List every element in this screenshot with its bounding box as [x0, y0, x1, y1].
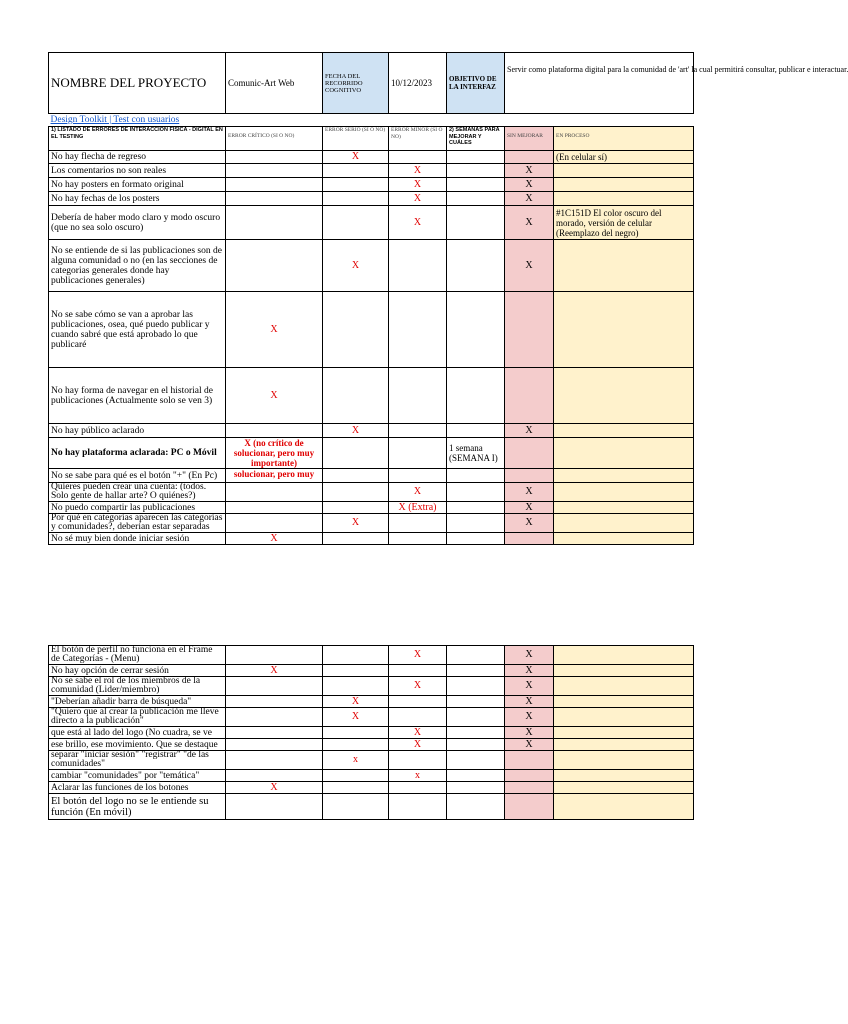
serio-cell	[323, 770, 389, 782]
semanas-cell	[447, 292, 505, 368]
sin-mejorar-cell	[505, 438, 554, 469]
semanas-cell	[447, 514, 505, 533]
error-description: Debería de haber modo claro y modo oscuro (que no sea solo oscuro)	[49, 206, 226, 240]
en-proceso-cell	[554, 164, 694, 178]
critico-cell	[226, 727, 323, 739]
semanas-cell	[447, 368, 505, 424]
table-row	[49, 206, 694, 240]
table-row	[49, 646, 694, 665]
semanas-cell	[447, 770, 505, 782]
error-description: No se sabe el rol de los miembros de la comunidad (Lider/miembro)	[49, 677, 226, 696]
col-header-en-proceso: EN PROCESO	[554, 127, 694, 151]
error-description: Aclarar las funciones de los botones	[49, 782, 226, 794]
critico-cell	[226, 424, 323, 438]
sin-mejorar-cell: X	[505, 708, 554, 727]
sin-mejorar-cell	[505, 794, 554, 820]
minor-cell	[389, 782, 447, 794]
semanas-cell	[447, 483, 505, 502]
sin-mejorar-cell: X	[505, 696, 554, 708]
sin-mejorar-cell	[505, 368, 554, 424]
sin-mejorar-cell: X	[505, 424, 554, 438]
sin-mejorar-cell	[505, 533, 554, 545]
error-description: No hay plataforma aclarada: PC o Móvil	[49, 438, 226, 469]
error-description: Por qué en categorías aparecen las categorías y comunidades?, deberían estar separadas	[49, 514, 226, 533]
semanas-cell	[447, 751, 505, 770]
serio-cell	[323, 368, 389, 424]
minor-cell	[389, 292, 447, 368]
project-name: Comunic-Art Web	[226, 53, 323, 114]
table-row	[49, 151, 694, 164]
en-proceso-cell	[554, 292, 694, 368]
table-row	[49, 502, 694, 514]
semanas-cell	[447, 696, 505, 708]
error-description: El botón de perfil no funciona en el Frame de Categorías - (Menu)	[49, 646, 226, 665]
critico-cell: solucionar, pero muy	[226, 469, 323, 483]
en-proceso-cell: #1C151D El color oscuro del morado, versión de celular (Reemplazo del negro)	[554, 206, 694, 240]
en-proceso-cell	[554, 646, 694, 665]
serio-cell: X	[323, 151, 389, 164]
en-proceso-cell	[554, 469, 694, 483]
table-row	[49, 438, 694, 469]
col-header-errores: 1) LISTADO DE ERRORES DE INTERACCIÓN FÍSICA - DIGITAL EN EL TESTING	[49, 127, 226, 151]
en-proceso-cell	[554, 368, 694, 424]
semanas-cell: 1 semana (SEMANA I)	[447, 438, 505, 469]
serio-cell: X	[323, 240, 389, 292]
minor-cell	[389, 751, 447, 770]
table-row	[49, 368, 694, 424]
semanas-cell	[447, 178, 505, 192]
en-proceso-cell	[554, 770, 694, 782]
table-row	[49, 739, 694, 751]
semanas-cell	[447, 424, 505, 438]
critico-cell	[226, 192, 323, 206]
table-row	[49, 424, 694, 438]
sin-mejorar-cell: X	[505, 646, 554, 665]
sin-mejorar-cell: X	[505, 665, 554, 677]
sin-mejorar-cell: X	[505, 483, 554, 502]
sin-mejorar-cell: X	[505, 240, 554, 292]
semanas-cell	[447, 727, 505, 739]
minor-cell: X (Extra)	[389, 502, 447, 514]
serio-cell	[323, 665, 389, 677]
semanas-cell	[447, 192, 505, 206]
sin-mejorar-cell	[505, 469, 554, 483]
minor-cell	[389, 514, 447, 533]
sin-mejorar-cell: X	[505, 727, 554, 739]
critico-cell	[226, 151, 323, 164]
date-value: 10/12/2023	[389, 53, 447, 114]
en-proceso-cell	[554, 696, 694, 708]
minor-cell: X	[389, 483, 447, 502]
critico-cell	[226, 483, 323, 502]
minor-cell	[389, 708, 447, 727]
critico-cell	[226, 708, 323, 727]
semanas-cell	[447, 469, 505, 483]
en-proceso-cell	[554, 240, 694, 292]
objective-value: Servir como plataforma digital para la comunidad de 'art' la cual permitirá consultar, publicar e interactuar.	[505, 53, 694, 114]
critico-cell	[226, 794, 323, 820]
minor-cell: X	[389, 739, 447, 751]
table-row	[49, 770, 694, 782]
serio-cell	[323, 192, 389, 206]
error-description: No hay fechas de los posters	[49, 192, 226, 206]
minor-cell: X	[389, 646, 447, 665]
error-description: No sé muy bien donde iniciar sesión	[49, 533, 226, 545]
semanas-cell	[447, 533, 505, 545]
critico-cell: X	[226, 292, 323, 368]
serio-cell	[323, 739, 389, 751]
critico-cell: X	[226, 368, 323, 424]
critico-cell: X	[226, 665, 323, 677]
critico-cell	[226, 677, 323, 696]
table-row	[49, 240, 694, 292]
en-proceso-cell	[554, 727, 694, 739]
error-description: No hay posters en formato original	[49, 178, 226, 192]
table-row	[49, 178, 694, 192]
error-description: "Deberían añadir barra de búsqueda"	[49, 696, 226, 708]
design-toolkit-link[interactable]: Design Toolkit | Test con usuarios	[50, 115, 180, 125]
critico-cell	[226, 178, 323, 192]
sin-mejorar-cell	[505, 770, 554, 782]
semanas-cell	[447, 794, 505, 820]
sin-mejorar-cell: X	[505, 192, 554, 206]
serio-cell: X	[323, 696, 389, 708]
en-proceso-cell	[554, 424, 694, 438]
minor-cell: X	[389, 727, 447, 739]
error-description: No hay flecha de regreso	[49, 151, 226, 164]
serio-cell	[323, 646, 389, 665]
semanas-cell	[447, 665, 505, 677]
minor-cell	[389, 469, 447, 483]
semanas-cell	[447, 151, 505, 164]
error-description: No se sabe cómo se van a aprobar las publicaciones, osea, qué puedo publicar y cuando sabré que está aprobado lo que publicaré	[49, 292, 226, 368]
sin-mejorar-cell: X	[505, 206, 554, 240]
table-row	[49, 533, 694, 545]
en-proceso-cell	[554, 751, 694, 770]
serio-cell	[323, 206, 389, 240]
semanas-cell	[447, 739, 505, 751]
minor-cell	[389, 438, 447, 469]
serio-cell: X	[323, 424, 389, 438]
minor-cell: X	[389, 206, 447, 240]
error-description: ese brillo, ese movimiento. Que se destaque	[49, 739, 226, 751]
en-proceso-cell	[554, 782, 694, 794]
link-row	[49, 114, 694, 127]
critico-cell: X	[226, 533, 323, 545]
serio-cell	[323, 164, 389, 178]
en-proceso-cell	[554, 178, 694, 192]
minor-cell: x	[389, 770, 447, 782]
semanas-cell	[447, 164, 505, 178]
serio-cell	[323, 677, 389, 696]
serio-cell	[323, 502, 389, 514]
table-row	[49, 192, 694, 206]
table-row	[49, 677, 694, 696]
col-header-critico: ERROR CRÍTICO (SI O NO)	[226, 127, 323, 151]
sin-mejorar-cell: X	[505, 514, 554, 533]
serio-cell: X	[323, 514, 389, 533]
serio-cell	[323, 438, 389, 469]
en-proceso-cell	[554, 794, 694, 820]
error-description: separar "iniciar sesión" "registrar" "de las comunidades"	[49, 751, 226, 770]
col-header-serio: ERROR SERIO (SI O NO)	[323, 127, 389, 151]
error-description: No hay opción de cerrar sesión	[49, 665, 226, 677]
error-description: No puedo compartir las publicaciones	[49, 502, 226, 514]
minor-cell	[389, 368, 447, 424]
testing-table-bottom	[48, 645, 694, 820]
minor-cell: X	[389, 192, 447, 206]
serio-cell	[323, 483, 389, 502]
error-description: No hay público aclarado	[49, 424, 226, 438]
serio-cell	[323, 469, 389, 483]
critico-cell	[226, 770, 323, 782]
serio-cell	[323, 727, 389, 739]
minor-cell: X	[389, 178, 447, 192]
minor-cell	[389, 424, 447, 438]
serio-cell	[323, 292, 389, 368]
serio-cell	[323, 794, 389, 820]
minor-cell: X	[389, 677, 447, 696]
en-proceso-cell	[554, 533, 694, 545]
minor-cell	[389, 665, 447, 677]
semanas-cell	[447, 708, 505, 727]
table-row	[49, 696, 694, 708]
semanas-cell	[447, 782, 505, 794]
en-proceso-cell	[554, 502, 694, 514]
critico-cell	[226, 240, 323, 292]
semanas-cell	[447, 646, 505, 665]
table-row	[49, 164, 694, 178]
date-label: FECHA DEL RECORRIDO COGNITIVO	[323, 53, 389, 114]
critico-cell	[226, 514, 323, 533]
critico-cell	[226, 164, 323, 178]
table-row	[49, 483, 694, 502]
critico-cell	[226, 502, 323, 514]
sin-mejorar-cell	[505, 151, 554, 164]
minor-cell	[389, 696, 447, 708]
en-proceso-cell	[554, 739, 694, 751]
table-row	[49, 794, 694, 820]
semanas-cell	[447, 206, 505, 240]
critico-cell	[226, 646, 323, 665]
table-row	[49, 708, 694, 727]
en-proceso-cell	[554, 514, 694, 533]
en-proceso-cell	[554, 438, 694, 469]
table-row	[49, 514, 694, 533]
sin-mejorar-cell: X	[505, 677, 554, 696]
sin-mejorar-cell: X	[505, 502, 554, 514]
en-proceso-cell	[554, 677, 694, 696]
sin-mejorar-cell: X	[505, 739, 554, 751]
sin-mejorar-cell	[505, 782, 554, 794]
minor-cell	[389, 533, 447, 545]
error-description: No hay forma de navegar en el historial de publicaciones (Actualmente solo se ven 3)	[49, 368, 226, 424]
serio-cell	[323, 782, 389, 794]
error-description: que está al lado del logo (No cuadra, se ve	[49, 727, 226, 739]
serio-cell: x	[323, 751, 389, 770]
critico-cell	[226, 751, 323, 770]
error-description: No se entiende de si las publicaciones son de alguna comunidad o no (en las secciones de categorias generales donde hay publicaciones generales)	[49, 240, 226, 292]
minor-cell	[389, 240, 447, 292]
table-row	[49, 727, 694, 739]
col-header-sin-mejorar: SIN MEJORAR	[505, 127, 554, 151]
critico-cell	[226, 696, 323, 708]
serio-cell	[323, 178, 389, 192]
table-row	[49, 665, 694, 677]
table-row	[49, 751, 694, 770]
sin-mejorar-cell: X	[505, 164, 554, 178]
critico-cell: X	[226, 782, 323, 794]
project-label: NOMBRE DEL PROYECTO	[49, 53, 226, 114]
en-proceso-cell	[554, 708, 694, 727]
en-proceso-cell	[554, 483, 694, 502]
semanas-cell	[447, 240, 505, 292]
minor-cell	[389, 794, 447, 820]
critico-cell	[226, 739, 323, 751]
minor-cell: X	[389, 164, 447, 178]
en-proceso-cell	[554, 665, 694, 677]
serio-cell	[323, 533, 389, 545]
semanas-cell	[447, 502, 505, 514]
minor-cell	[389, 151, 447, 164]
critico-cell	[226, 206, 323, 240]
error-description: No se sabe para qué es el botón "+" (En Pc)	[49, 469, 226, 483]
critico-cell: X (no crítico de solucionar, pero muy importante)	[226, 438, 323, 469]
table-row	[49, 782, 694, 794]
error-description: Los comentarios no son reales	[49, 164, 226, 178]
sin-mejorar-cell	[505, 751, 554, 770]
sin-mejorar-cell	[505, 292, 554, 368]
error-description: cambiar "comunidades" por "temática"	[49, 770, 226, 782]
table-row	[49, 469, 694, 483]
en-proceso-cell	[554, 192, 694, 206]
col-header-minor: ERROR MINOR (SI O NO)	[389, 127, 447, 151]
table-row	[49, 292, 694, 368]
objective-label: OBJETIVO DE LA INTERFAZ	[447, 53, 505, 114]
testing-table-top	[48, 52, 848, 545]
error-description: El botón del logo no se le entiende su función (En móvil)	[49, 794, 226, 820]
error-description: "Quiero que al crear la publicación me lleve directo a la publicación"	[49, 708, 226, 727]
semanas-cell	[447, 677, 505, 696]
serio-cell: X	[323, 708, 389, 727]
en-proceso-cell: (En celular sí)	[554, 151, 694, 164]
sin-mejorar-cell: X	[505, 178, 554, 192]
col-header-semanas: 2) SEMANAS PARA MEJORAR Y CUÁLES	[447, 127, 505, 151]
error-description: Quieres pueden crear una cuenta: (todos. Solo gente de hallar arte? O quiénes?)	[49, 483, 226, 502]
